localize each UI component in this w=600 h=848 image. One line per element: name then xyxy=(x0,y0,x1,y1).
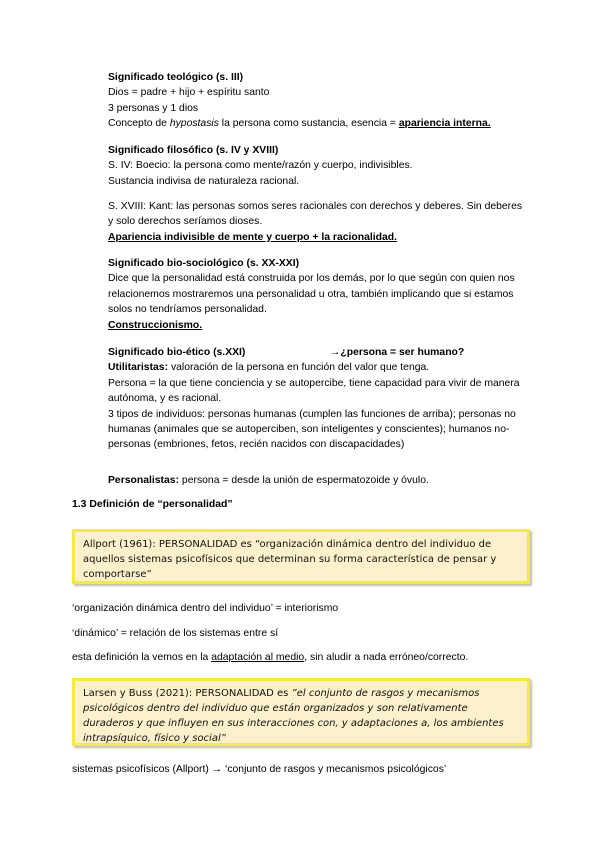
conclusion: Construccionismo. xyxy=(108,319,203,331)
note-line: ‘organización dinámica dentro del individuo’ = interiorismo xyxy=(72,603,339,614)
section-title: Significado teológico (s. III) xyxy=(108,72,244,83)
text-line: Dios = padre + hijo + espíritu santo xyxy=(108,87,270,99)
section-title: Significado bio-sociológico (s. XX-XXI) xyxy=(108,258,300,269)
quote-text: Allport (1961): PERSONALIDAD es “organización dinámica dentro del individuo de aquellos sistemas psicofísicos que determinan su forma característica de pensar y comportarse” xyxy=(83,539,497,580)
text-line: Concepto de hypostasis la persona como sustancia, esencia = apariencia interna. xyxy=(108,118,491,130)
quote-text: Larsen y Buss (2021): PERSONALIDAD es ”el conjunto de rasgos y mecanismos psicológicos dentro del individuo que están organizados y son relativamente duraderos y que influyen en sus interacciones con, y adaptaciones a, los ambientes intrapsíquico, físico y social” xyxy=(83,688,504,744)
section-title: Significado bio-ético (s.XXI) xyxy=(108,347,246,358)
question-arrow: →¿persona = ser humano? xyxy=(330,347,465,358)
section-heading: 1.3 Definición de “personalidad” xyxy=(72,499,233,510)
kant-paragraph xyxy=(108,199,528,245)
text-line: Sustancia indivisa de naturaleza racional. xyxy=(108,175,300,187)
conclusion: Apariencia indivisible de mente y cuerpo + la racionalidad. xyxy=(108,231,398,243)
section-bioetico xyxy=(108,345,528,453)
note-line: ‘dinámico’ = relación de los sistemas entre sí xyxy=(72,628,279,639)
allport-quote-box xyxy=(72,529,530,584)
section-biosociologico xyxy=(108,256,528,333)
section-title: Significado filosófico (s. IV y XVIII) xyxy=(108,145,279,156)
text-paragraph: S. XVIII: Kant: las personas somos seres racionales con derechos y deberes. Sin deberes y solo derechos seríamos dioses. xyxy=(108,201,523,228)
section-teologico xyxy=(108,70,528,132)
section-filosofico xyxy=(108,143,528,189)
section-title-row xyxy=(108,345,528,360)
personalistas-line xyxy=(108,473,528,488)
text-line: Utilitaristas: valoración de la persona en función del valor que tenga. xyxy=(108,362,430,374)
text-line: 3 personas y 1 dios xyxy=(108,102,199,114)
note-line: esta definición la vemos en la adaptación al medio, sin aludir a nada erróneo/correcto. xyxy=(72,652,469,663)
text-paragraph: Dice que la personalidad está construida por los demás, por lo que según con quien nos relacionemos mostraremos una personalidad u otra, también implicando que si estamos solos no tendríamos personalidad. xyxy=(108,273,515,316)
text-line: Personalistas: persona = desde la unión de espermatozoide y óvulo. xyxy=(108,475,429,486)
larsen-buss-quote-box xyxy=(72,678,530,746)
note-line: sistemas psicofísicos (Allport) → ‘conjunto de rasgos y mecanismos psicológicos’ xyxy=(72,764,447,775)
text-line: S. IV: Boecio: la persona como mente/razón y cuerpo, indivisibles. xyxy=(108,160,413,172)
text-paragraph: 3 tipos de individuos: personas humanas (cumplen las funciones de arriba); personas no humanas (animales que se autoperciben, son inteligentes y conscientes); humanos no-personas (embriones, fetos, recién nacidos con discapacidades) xyxy=(108,408,516,451)
text-paragraph: Persona = la que tiene conciencia y se autopercibe, tiene capacidad para vivir de manera autónoma, y es racional. xyxy=(108,377,520,405)
